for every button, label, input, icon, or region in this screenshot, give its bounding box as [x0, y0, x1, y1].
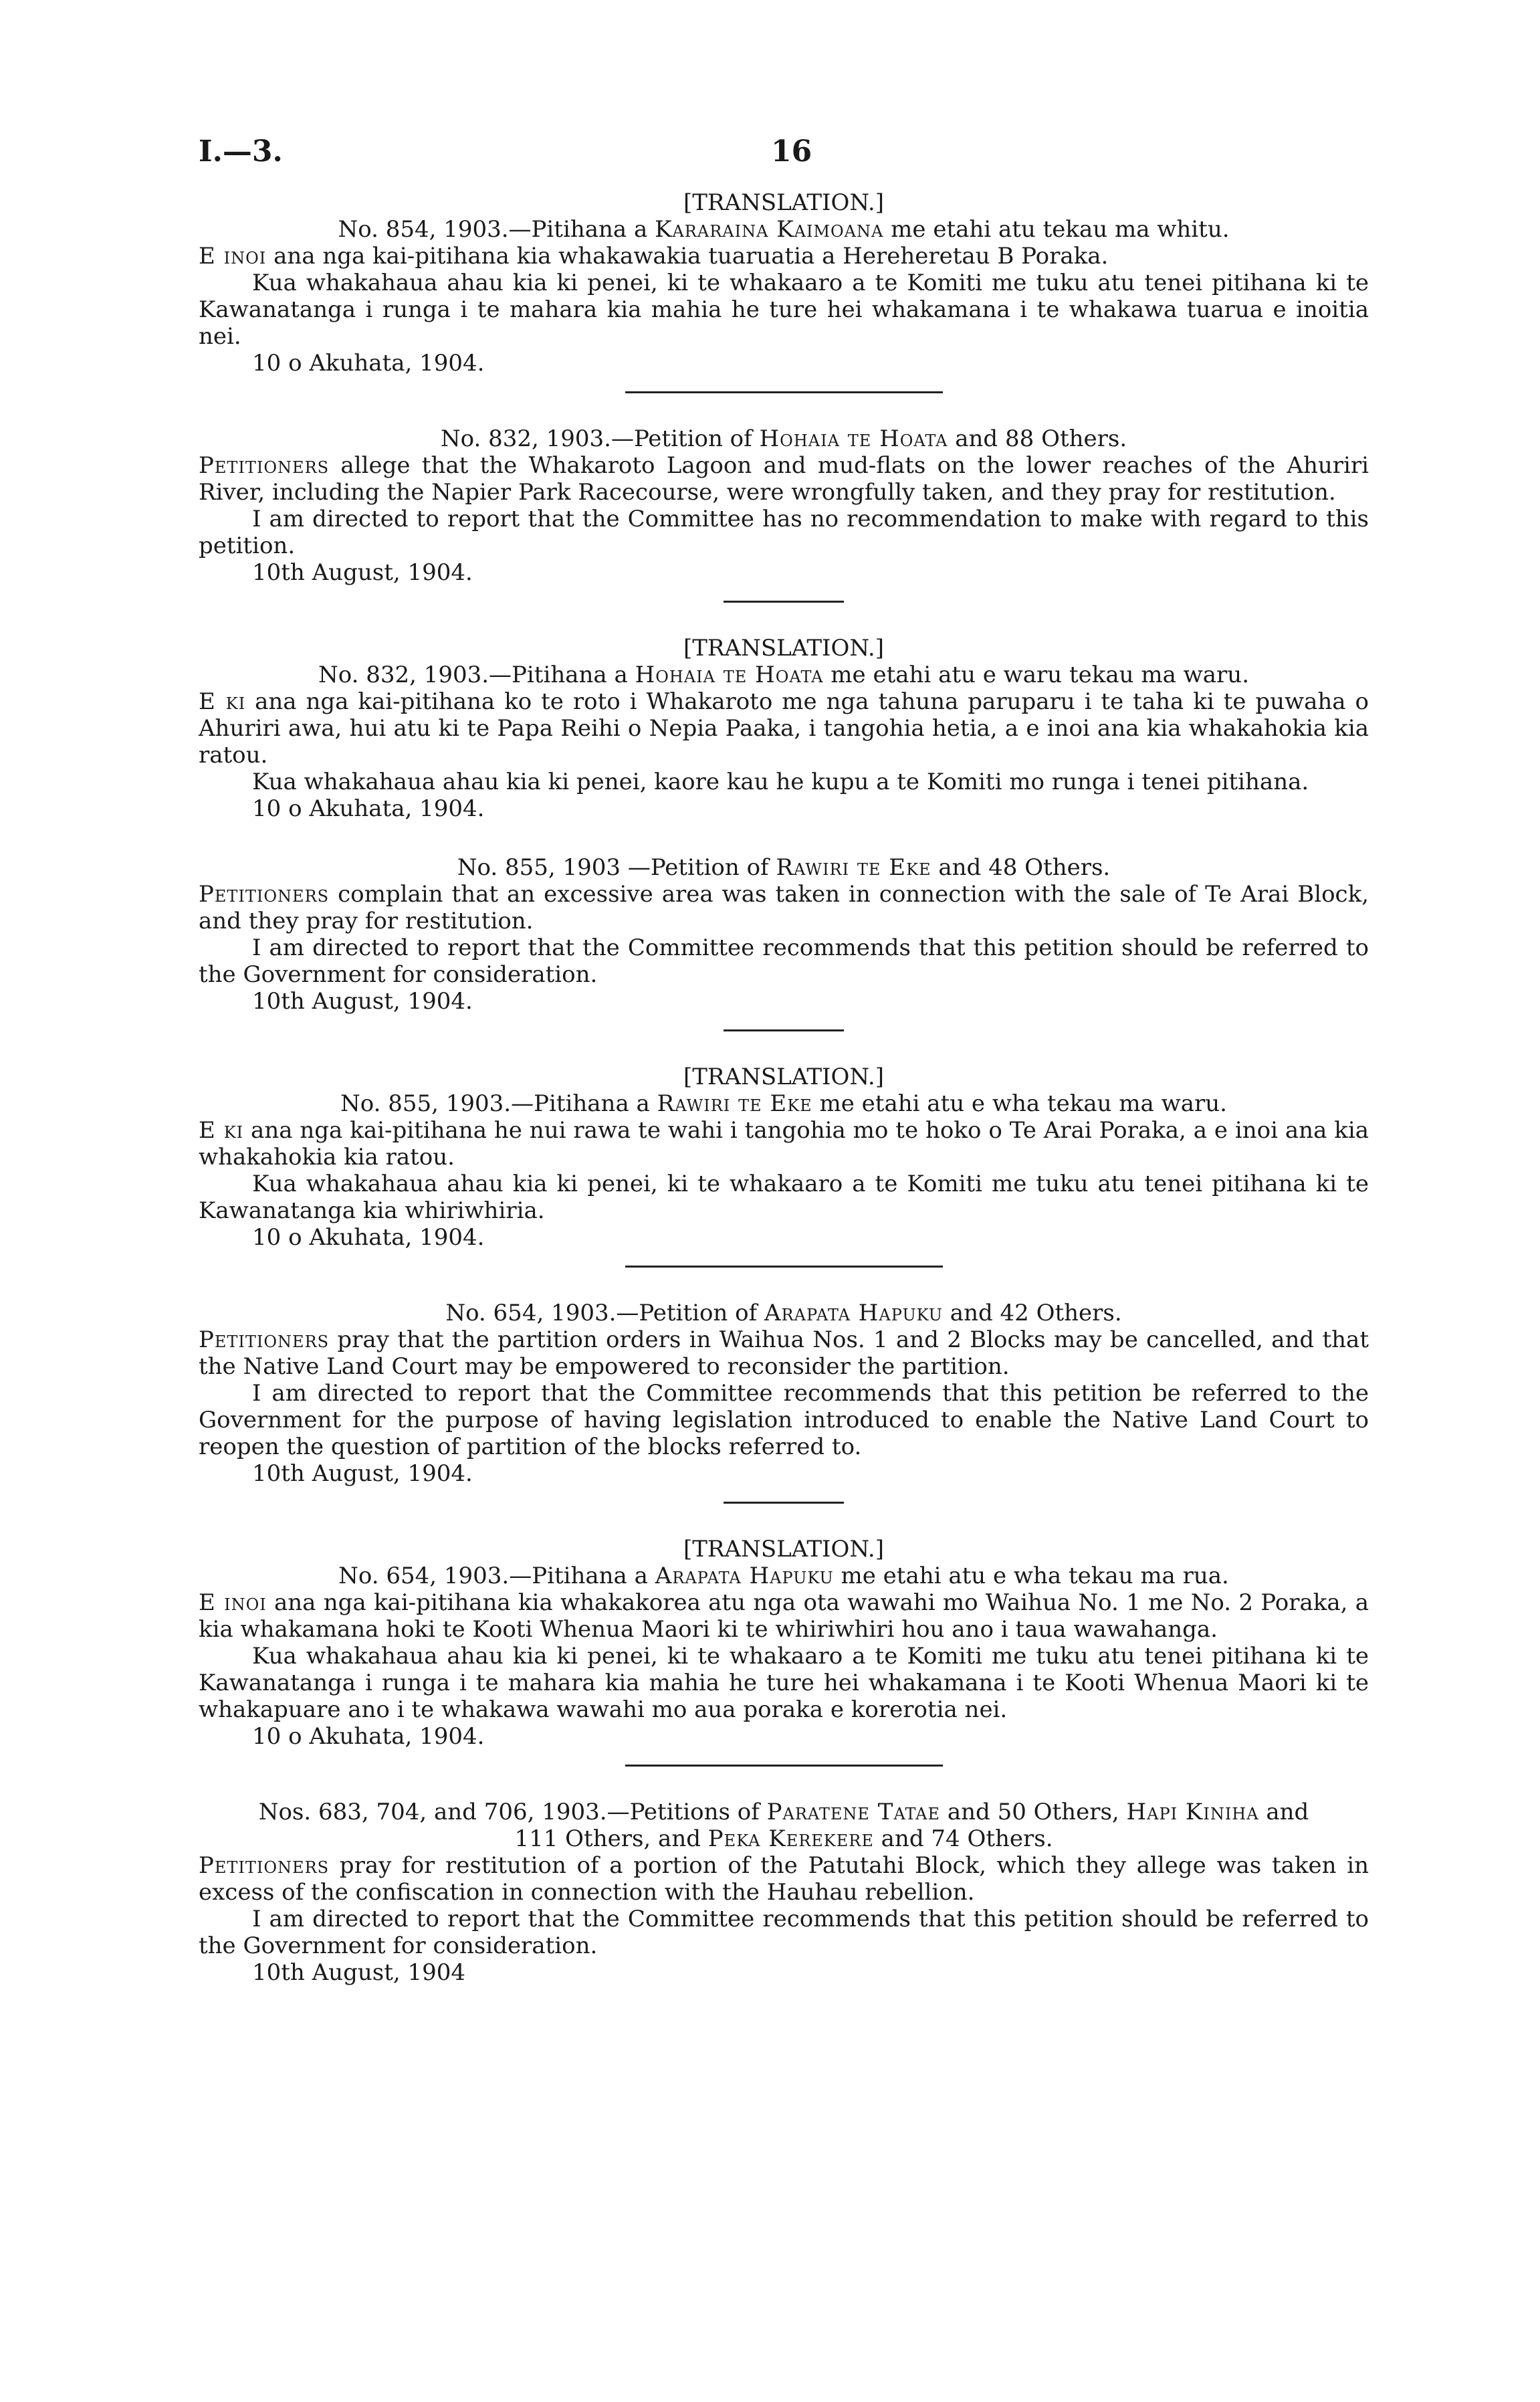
title-text: No. 832, 1903.—Petition of — [440, 425, 760, 452]
petition-section — [199, 635, 1369, 822]
petition-title — [199, 1799, 1369, 1825]
paragraph-lead: Petitioners — [199, 1852, 330, 1879]
report-paragraph: I am directed to report that the Committee has no recommendation to make with regard to this petition. — [199, 506, 1369, 559]
petitioner-name: Rawiri te Eke — [776, 854, 931, 881]
petition-paragraph — [199, 688, 1369, 769]
title-text: Nos. 683, 704, and 706, 1903.—Petitions of — [258, 1799, 767, 1825]
petition-paragraph — [199, 452, 1369, 506]
petition-paragraph — [199, 1326, 1369, 1380]
petition-paragraph — [199, 881, 1369, 934]
petition-title-continued — [199, 1825, 1369, 1852]
paragraph-text: allege that the Whakaroto Lagoon and mud-flats on the lower reaches of the Ahuriri River, including the Napier Park Racecourse, were wrongfully taken, and they pray for restitution. — [199, 452, 1369, 506]
title-text: No. 654, 1903.—Pitihana a — [338, 1563, 655, 1589]
document-body — [199, 189, 1369, 1986]
report-paragraph: I am directed to report that the Committee recommends that this petition should be referred to the Government for consideration. — [199, 934, 1369, 988]
title-text: and 88 Others. — [948, 425, 1127, 452]
title-text: and 48 Others. — [931, 854, 1111, 881]
title-text: me etahi atu e waru tekau ma waru. — [823, 662, 1250, 688]
paragraph-lead: Petitioners — [199, 452, 330, 479]
petitioner-name: Arapata Hapuku — [655, 1563, 834, 1589]
translation-label: [TRANSLATION.] — [683, 189, 885, 216]
petition-date: 10th August, 1904. — [252, 559, 473, 586]
petition-paragraph — [199, 1852, 1369, 1906]
petition-title — [199, 854, 1369, 881]
petitioner-name: Hapi Kiniha — [1126, 1799, 1259, 1825]
paragraph-text: ana nga kai-pitihana kia whakawakia tuaruatia a Hereheretau B Poraka. — [266, 243, 1109, 270]
petition-title — [199, 216, 1369, 243]
petitioner-name: Peka Kerekere — [707, 1825, 874, 1852]
paragraph-text: ana nga kai-pitihana he nui rawa te wahi i tangohia mo te hoko o Te Arai Poraka, a e inoi ana kia whakahokia kia ratou. — [199, 1117, 1369, 1171]
petition-title — [199, 425, 1369, 452]
petition-date: 10 o Akuhata, 1904. — [252, 350, 485, 377]
title-text: No. 832, 1903.—Pitihana a — [318, 662, 635, 688]
paragraph-lead: E inoi — [199, 1589, 267, 1616]
petition-section — [199, 189, 1369, 377]
petitioner-name: Hohaia te Hoata — [759, 425, 948, 452]
report-paragraph: Kua whakahaua ahau kia ki penei, ki te whakaaro a te Komiti me tuku atu tenei pitihana ki te Kawanatanga i runga i te mahara kia mahia he ture hei whakamana i te Kooti Whenua Maori ki te whakapuare ano i te whakawa wawahi mo aua poraka e korerotia nei. — [199, 1643, 1369, 1723]
page-reference: I.—3. — [199, 134, 283, 169]
petition-section — [199, 1536, 1369, 1750]
petition-date: 10th August, 1904. — [252, 988, 473, 1015]
petition-section — [199, 1799, 1369, 1986]
report-paragraph: Kua whakahaua ahau kia ki penei, ki te whakaaro a te Komiti me tuku atu tenei pitihana ki te Kawanatanga i runga i te mahara kia mahia he ture hei whakamana i te whakawa tuarua e inoitia nei. — [199, 270, 1369, 350]
petition-date: 10th August, 1904. — [252, 1460, 473, 1487]
paragraph-text: complain that an excessive area was taken in connection with the sale of Te Arai Block, and they pray for restitution. — [199, 881, 1369, 934]
translation-label: [TRANSLATION.] — [683, 1536, 885, 1563]
title-text: No. 654, 1903.—Petition of — [445, 1300, 764, 1326]
petition-section — [199, 1064, 1369, 1251]
petitioner-name: Kararaina Kaimoana — [655, 216, 884, 243]
title-text: and 74 Others. — [873, 1825, 1053, 1852]
title-text: No. 854, 1903.—Pitihana a — [338, 216, 655, 243]
title-text: and — [1258, 1799, 1309, 1825]
petition-title — [199, 1300, 1369, 1326]
petition-section — [199, 425, 1369, 586]
paragraph-lead: Petitioners — [199, 1326, 330, 1353]
paragraph-text: ana nga kai-pitihana kia whakakorea atu nga ota wawahi mo Waihua No. 1 me No. 2 Poraka, a kia whakamana hoki te Kooti Whenua Maori ki te whiriwhiri hou ano i taua wawahanga. — [199, 1589, 1369, 1643]
petition-section — [199, 854, 1369, 1015]
title-text: me etahi atu e wha tekau ma waru. — [812, 1090, 1227, 1117]
paragraph-text: pray for restitution of a portion of the Patutahi Block, which they allege was taken in excess of the confiscation in connection with the Hauhau rebellion. — [199, 1852, 1369, 1906]
page-number: 16 — [771, 134, 812, 169]
translation-label: [TRANSLATION.] — [683, 635, 885, 662]
paragraph-text: pray that the partition orders in Waihua Nos. 1 and 2 Blocks may be cancelled, and that the Native Land Court may be empowered to reconsider the partition. — [199, 1326, 1369, 1380]
title-text: No. 855, 1903.—Pitihana a — [340, 1090, 657, 1117]
title-text: and 50 Others, — [940, 1799, 1127, 1825]
petition-paragraph — [199, 1117, 1369, 1171]
petitioner-name: Rawiri te Eke — [657, 1090, 812, 1117]
petition-title — [199, 1090, 1369, 1117]
petition-title — [199, 662, 1369, 688]
petition-date: 10 o Akuhata, 1904. — [252, 795, 485, 822]
petitioner-name: Arapata Hapuku — [764, 1300, 943, 1326]
translation-label: [TRANSLATION.] — [683, 1064, 885, 1090]
petition-date: 10th August, 1904 — [252, 1959, 465, 1986]
petition-date: 10 o Akuhata, 1904. — [252, 1224, 485, 1251]
title-text: me etahi atu e wha tekau ma rua. — [833, 1563, 1229, 1589]
petition-title — [199, 1563, 1369, 1589]
title-text: 111 Others, and — [514, 1825, 708, 1852]
paragraph-lead: E ki — [199, 1117, 244, 1144]
paragraph-text: ana nga kai-pitihana ko te roto i Whakaroto me nga tahuna paruparu i te taha ki te puwaha o Ahuriri awa, hui atu ki te Papa Reihi o Nepia Paaka, i tangohia hetia, a e inoi ana kia whakahokia kia ratou. — [199, 688, 1369, 769]
petitioner-name: Hohaia te Hoata — [635, 662, 824, 688]
petition-paragraph — [199, 1589, 1369, 1643]
paragraph-lead: Petitioners — [199, 881, 330, 908]
title-text: and 42 Others. — [942, 1300, 1122, 1326]
petitioner-name: Paratene Tatae — [766, 1799, 941, 1825]
title-text: me etahi atu tekau ma whitu. — [883, 216, 1230, 243]
report-paragraph: I am directed to report that the Committee recommends that this petition be referred to the Government for the purpose of having legislation introduced to enable the Native Land Court to reopen the question of partition of the blocks referred to. — [199, 1380, 1369, 1460]
title-text: No. 855, 1903 —Petition of — [457, 854, 776, 881]
petition-paragraph — [199, 243, 1369, 270]
report-paragraph: I am directed to report that the Committee recommends that this petition should be referred to the Government for consideration. — [199, 1906, 1369, 1959]
petition-date: 10 o Akuhata, 1904. — [252, 1723, 485, 1750]
paragraph-lead: E inoi — [199, 243, 267, 270]
petition-section — [199, 1300, 1369, 1487]
paragraph-lead: E ki — [199, 688, 246, 715]
report-paragraph: Kua whakahaua ahau kia ki penei, kaore kau he kupu a te Komiti mo runga i tenei pitihana. — [252, 769, 1309, 795]
report-paragraph: Kua whakahaua ahau kia ki penei, ki te whakaaro a te Komiti me tuku atu tenei pitihana ki te Kawanatanga kia whiriwhiria. — [199, 1171, 1369, 1224]
